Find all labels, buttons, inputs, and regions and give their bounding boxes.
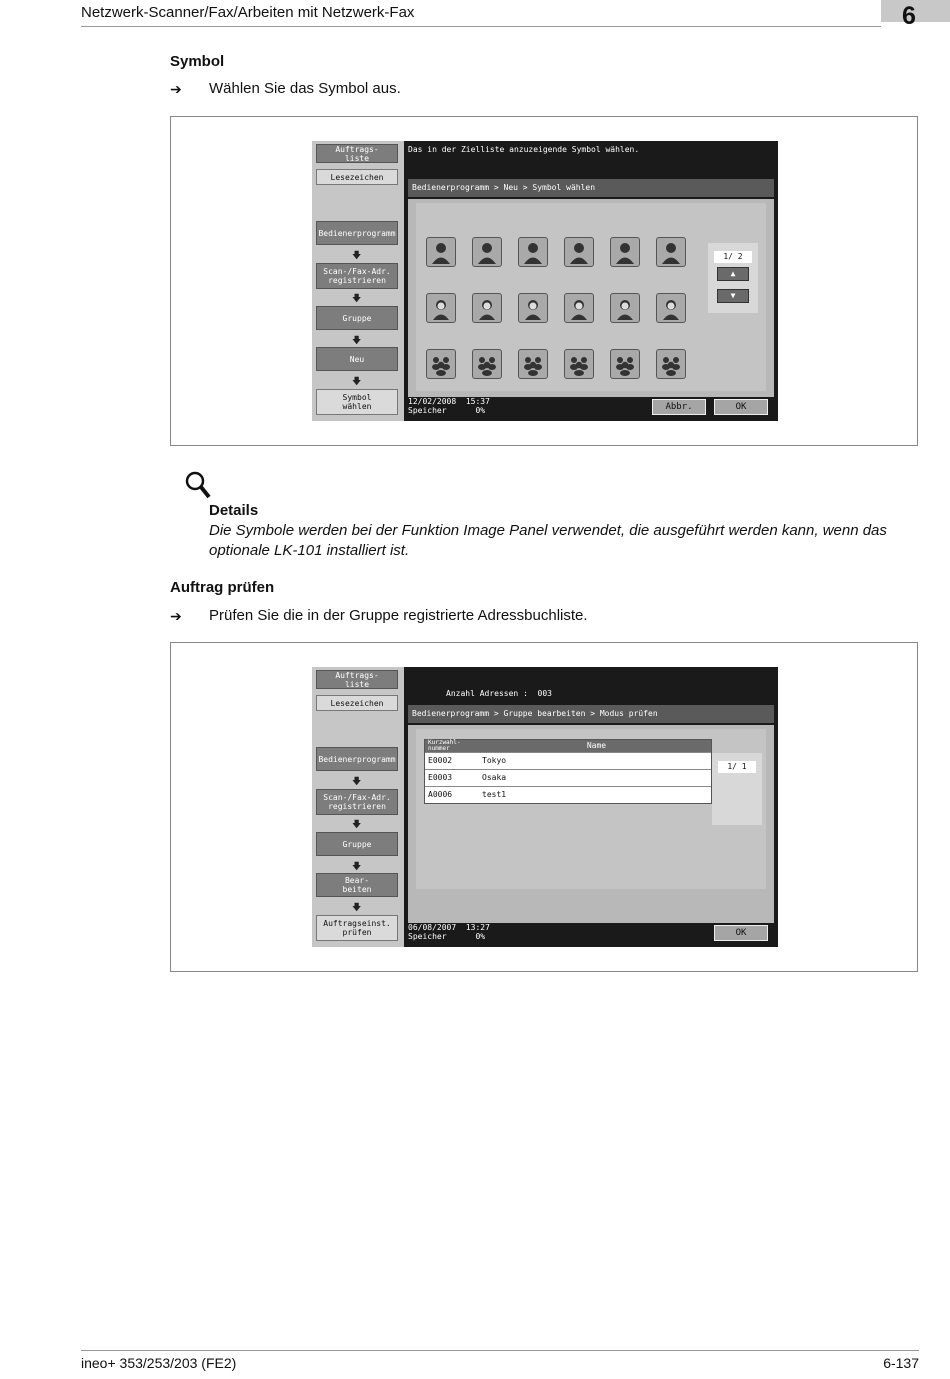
row-number: E0002 xyxy=(428,756,453,765)
details-text: Die Symbole werden bei der Funktion Image Panel verwendet, die ausgeführt werden kann, wenn das optionale LK-101 installiert ist. xyxy=(209,522,887,559)
portrait-icon[interactable] xyxy=(564,293,594,323)
sidebar-item-neu[interactable]: Neu xyxy=(316,347,398,371)
step-text: Prüfen Sie die in der Gruppe registrierte Adressbuchliste. xyxy=(209,607,588,624)
portrait-icon[interactable] xyxy=(610,293,640,323)
memory-label: Speicher xyxy=(408,406,447,415)
column-header-name: Name xyxy=(586,741,607,750)
table-header xyxy=(425,740,711,752)
status-bar xyxy=(408,923,490,941)
down-arrow-icon: 🡇 xyxy=(352,294,362,304)
ok-button[interactable]: OK xyxy=(714,925,768,941)
row-name: test1 xyxy=(482,790,507,799)
person-icon[interactable] xyxy=(564,237,594,267)
group-icon[interactable] xyxy=(426,349,456,379)
job-list-button[interactable]: Auftrags- liste xyxy=(316,670,398,689)
left-sidebar xyxy=(312,141,404,421)
portrait-icon[interactable] xyxy=(656,293,686,323)
breadcrumb: Bedienerprogramm > Neu > Symbol wählen xyxy=(408,179,774,197)
sidebar-item-bearbeiten[interactable]: Bear- beiten xyxy=(316,873,398,897)
sidebar-item-gruppe[interactable]: Gruppe xyxy=(316,306,398,330)
row-number: E0003 xyxy=(428,773,453,782)
group-icon[interactable] xyxy=(564,349,594,379)
person-icon[interactable] xyxy=(656,237,686,267)
row-name: Tokyo xyxy=(482,756,507,765)
page-number: 6-137 xyxy=(883,1355,919,1371)
details-title: Details xyxy=(209,502,259,519)
address-list-area xyxy=(408,725,774,923)
down-arrow-icon: 🡇 xyxy=(352,336,362,346)
memory-value: 0% xyxy=(475,406,486,415)
table-row[interactable] xyxy=(425,752,711,769)
row-number: A0006 xyxy=(428,790,453,799)
memory-label: Speicher xyxy=(408,932,447,941)
sidebar-item-scan-fax[interactable]: Scan-/Fax-Adr. registrieren xyxy=(316,789,398,815)
status-bar xyxy=(408,397,490,415)
group-icon[interactable] xyxy=(610,349,640,379)
page-indicator: 1/ 1 xyxy=(718,761,756,773)
down-arrow-icon: 🡇 xyxy=(352,777,362,787)
sidebar-item-auftragseinst-pruefen[interactable]: Auftragseinst. prüfen xyxy=(316,915,398,941)
pager xyxy=(712,753,762,825)
footer-product: ineo+ 353/253/203 (FE2) xyxy=(81,1355,237,1371)
header-rule xyxy=(81,26,881,27)
address-table xyxy=(424,739,712,804)
time: 15:37 xyxy=(465,397,490,406)
group-icon[interactable] xyxy=(656,349,686,379)
pager xyxy=(708,243,758,313)
bookmark-button[interactable]: Lesezeichen xyxy=(316,695,398,711)
portrait-icon[interactable] xyxy=(518,293,548,323)
memory-value: 0% xyxy=(475,932,486,941)
person-icon[interactable] xyxy=(610,237,640,267)
symbol-grid-area xyxy=(408,199,774,397)
control-panel-screen xyxy=(312,667,778,947)
breadcrumb: Bedienerprogramm > Gruppe bearbeiten > Modus prüfen xyxy=(408,705,774,723)
sidebar-item-symbol-waehlen[interactable]: Symbol wählen xyxy=(316,389,398,415)
ok-button[interactable]: OK xyxy=(714,399,768,415)
date: 12/02/2008 xyxy=(408,397,457,406)
page-indicator: 1/ 2 xyxy=(714,251,752,263)
bookmark-button[interactable]: Lesezeichen xyxy=(316,169,398,185)
down-arrow-icon: 🡇 xyxy=(352,820,362,830)
table-row[interactable] xyxy=(425,769,711,786)
footer-rule xyxy=(81,1350,919,1351)
address-count xyxy=(446,689,552,698)
person-icon[interactable] xyxy=(472,237,502,267)
sidebar-item-bedienerprogramm[interactable]: Bedienerprogramm xyxy=(316,747,398,771)
down-arrow-icon: 🡇 xyxy=(352,862,362,872)
job-list-button[interactable]: Auftrags- liste xyxy=(316,144,398,163)
person-icon[interactable] xyxy=(518,237,548,267)
down-arrow-icon: 🡇 xyxy=(352,903,362,913)
date: 06/08/2007 xyxy=(408,923,457,932)
column-header-number: Kurzwahl- nummer xyxy=(428,739,461,752)
table-row[interactable] xyxy=(425,786,711,803)
instruction-message: Das in der Zielliste anzuzeigende Symbol wählen. xyxy=(408,145,640,154)
cancel-button[interactable]: Abbr. xyxy=(652,399,706,415)
page-up-button[interactable]: ▲ xyxy=(717,267,749,281)
person-icon[interactable] xyxy=(426,237,456,267)
group-icon[interactable] xyxy=(518,349,548,379)
page-down-button[interactable]: ▼ xyxy=(717,289,749,303)
time: 13:27 xyxy=(465,923,490,932)
step-arrow-icon: ➔ xyxy=(170,608,182,624)
address-count-label: Anzahl Adressen : xyxy=(446,689,528,698)
section-title-symbol: Symbol xyxy=(170,53,225,70)
sidebar-item-bedienerprogramm[interactable]: Bedienerprogramm xyxy=(316,221,398,245)
chapter-number: 6 xyxy=(902,2,916,30)
section-title-auftrag: Auftrag prüfen xyxy=(170,579,275,596)
control-panel-screen xyxy=(312,141,778,421)
step-arrow-icon: ➔ xyxy=(170,81,182,97)
address-count-value: 003 xyxy=(537,689,552,698)
running-header: Netzwerk-Scanner/Fax/Arbeiten mit Netzwerk-Fax xyxy=(81,4,415,21)
magnifier-icon xyxy=(184,470,212,500)
sidebar-item-scan-fax[interactable]: Scan-/Fax-Adr. registrieren xyxy=(316,263,398,289)
row-name: Osaka xyxy=(482,773,507,782)
sidebar-item-gruppe[interactable]: Gruppe xyxy=(316,832,398,856)
left-sidebar xyxy=(312,667,404,947)
down-arrow-icon: 🡇 xyxy=(352,377,362,387)
portrait-icon[interactable] xyxy=(472,293,502,323)
down-arrow-icon: 🡇 xyxy=(352,251,362,261)
portrait-icon[interactable] xyxy=(426,293,456,323)
step-text: Wählen Sie das Symbol aus. xyxy=(209,80,401,97)
group-icon[interactable] xyxy=(472,349,502,379)
